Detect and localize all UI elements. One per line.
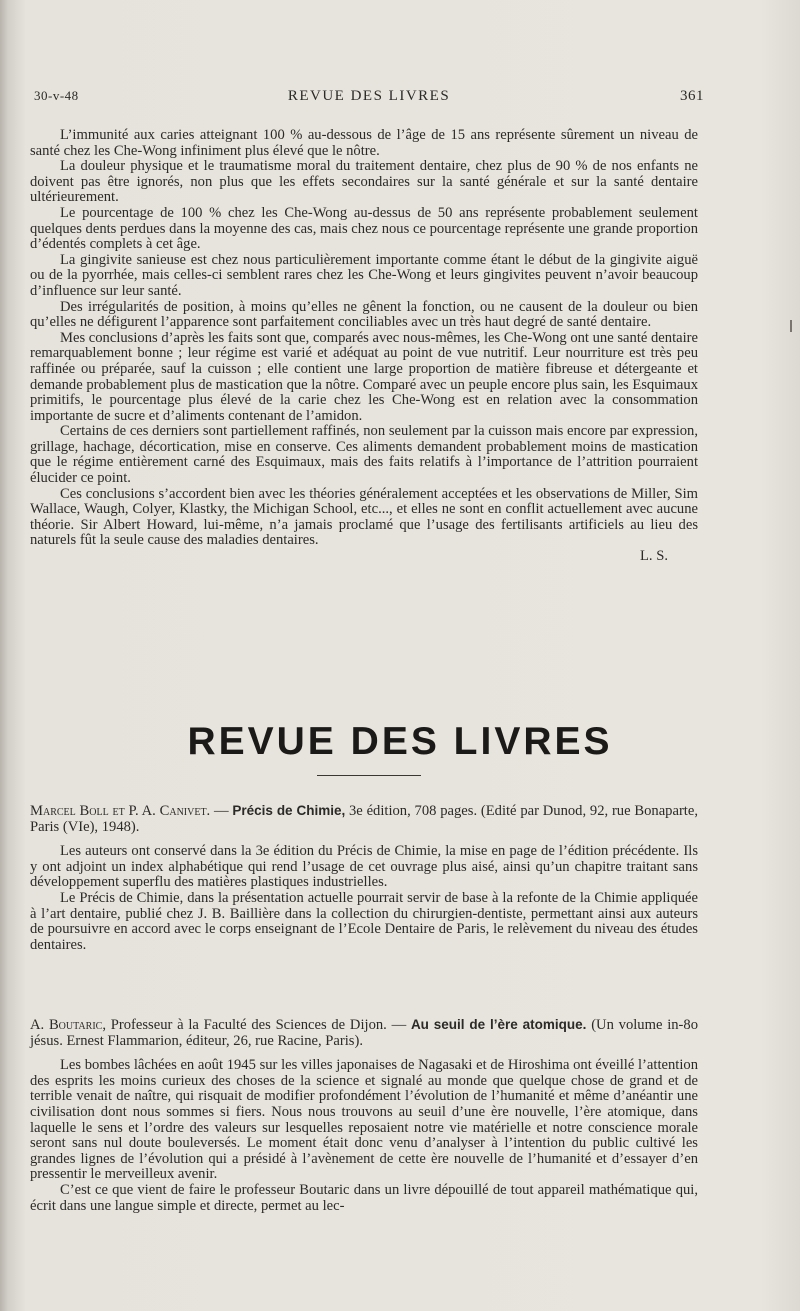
review-affiliation: Professeur à la Faculté des Sciences de Dijon. (105, 1017, 387, 1033)
review-paragraph: C’est ce que vient de faire le professeur Boutaric dans un livre dépouillé de tout appareil mathématique qui, écrit dans une langue simple et directe, permet au lec- (30, 1181, 698, 1214)
paragraph: Mes conclusions d’après les faits sont que, comparés avec nous-mêmes, les Che-Wong ont une santé dentaire remarquablement bonne ; leur régime est varié et adéquat au point de vue nutritif. Leur nourriture est très peu raffinée ou préparée, sauf la cuisson ; elle contient une large proportion de matière fibreuse et détergeante et demande probablement plus de mastication que la nôtre. Comparé avec un peuple encore plus sain, les Esquimaux primitifs, le pourcentage plus élevé de la carie chez les Che-Wong est en relation avec la consommation importante de sucre et d’aliments contenant de l’amidon. (30, 329, 698, 424)
header-left-mark: 30-v-48 (34, 88, 79, 103)
review-book-title: Précis de Chimie, (232, 803, 346, 818)
review-author: Marcel Boll et P. A. Canivet. (30, 803, 211, 819)
review-reference (30, 803, 698, 835)
article-body (30, 128, 698, 565)
paragraph: Des irrégularités de position, à moins qu’elles ne gênent la fonction, ou ne causent de la douleur ou bien qu’elles ne défigurent l’apparence sont parfaitement conciliables avec un très haut degré de santé dentaire. (30, 298, 698, 331)
signature: L. S. (640, 548, 668, 565)
review-reference (30, 1017, 698, 1049)
review-details: 3e édition, 708 pages. (Edité par Dunod, 92, rue Bonaparte, Paris (VIe), 1948). (30, 803, 698, 835)
review-book-title: Au seuil de l’ère atomique. (410, 1017, 587, 1032)
review-details: (Un volume in-8o jésus. Ernest Flammarion, éditeur, 26, rue Racine, Paris). (30, 1017, 698, 1049)
running-header (34, 88, 704, 110)
paragraph: La gingivite sanieuse est chez nous particulièrement importante comme étant le début de la gingivite aiguë ou de la pyorrhée, mais celles-ci semblent rares chez les Che-Wong et leurs gingivites peuvent n’avoir beaucoup d’influence sur leur santé. (30, 251, 698, 299)
margin-mark (790, 320, 792, 332)
review-boutaric (30, 1017, 698, 1214)
paragraph: Ces conclusions s’accordent bien avec les théories généralement acceptées et les observations de Miller, Sim Wallace, Waugh, Colyer, Klastky, the Michigan School, etc..., et elles ne sont en conflit actuellement avec aucune théorie. Sir Albert Howard, lui-même, n’a jamais proclamé que l’usage des fertilisants artificiels au lieu des naturels fût la seule cause des maladies dentaires. (30, 485, 698, 549)
dash: — (210, 803, 233, 819)
section-title: REVUE DES LIVRES (187, 720, 613, 763)
running-title: REVUE DES LIVRES (287, 88, 451, 104)
page-number: 361 (680, 88, 704, 104)
review-paragraph: Les bombes lâchées en août 1945 sur les villes japonaises de Nagasaki et de Hiroshima ont éveillé l’attention des esprits les moins curieux des choses de la science et signalé au monde que quelque chose de grand et de terrible venait de naître, qui risquait de modifier profondément l’évolution de l’humanité et même d’anéantir une civilisation dont nous sommes si fiers. Nous nous trouvons au seuil d’une ère nouvelle, l’ère atomique, dans laquelle le sens et l’ordre des valeurs sur lesquelles reposaient notre vie matérielle et notre conscience morale seront sans nul doute bouleversés. Le moment était donc venu d’analyser à l’intention du public cultivé les grandes lignes de l’évolution qui a présidé à l’avènement de cette ère nouvelle de l’humanité et d’essayer d’en pressentir le merveilleux avenir. (30, 1057, 698, 1183)
dash: — (386, 1017, 411, 1033)
paragraph: La douleur physique et le traumatisme moral du traitement dentaire, chez plus de 90 % de nos enfants ne doivent pas être ignorés, non plus que les effets secondaires sur la santé générale et sur la santé dentaire ultérieurement. (30, 158, 698, 206)
review-boll-canivet (30, 803, 698, 953)
paragraph: Certains de ces derniers sont partiellement raffinés, non seulement par la cuisson mais encore par expression, grillage, hachage, décortication, mise en conserve. Ces aliments demandent probablement moins de mastication que le régime entièrement carné des Esquimaux, mais des faits relatifs à l’importance de l’attrition pourraient élucider ce point. (30, 423, 698, 487)
paragraph: L’immunité aux caries atteignant 100 % au-dessous de l’âge de 15 ans représente sûrement un niveau de santé chez les Che-Wong infiniment plus élevé que le nôtre. (30, 127, 698, 159)
review-paragraph: Le Précis de Chimie, dans la présentation actuelle pourrait servir de base à la refonte de la Chimie appliquée à l’art dentaire, publié chez J. B. Baillière dans la collection du chirurgien-dentiste, permettant ainsi aux auteurs de poursuivre en accord avec le corps enseignant de l’Ecole Dentaire de Paris, le relèvement du niveau des études dentaires. (30, 889, 698, 953)
review-paragraph: Les auteurs ont conservé dans la 3e édition du Précis de Chimie, la mise en page de l’édition précédente. Ils y ont adjoint un index alphabétique qui rend l’usage de cet ouvrage plus aisé, ainsi qu’un chapitre traitant sans développement superflu des matières plastiques industrielles. (30, 843, 698, 891)
title-rule (317, 775, 421, 776)
paragraph: Le pourcentage de 100 % chez les Che-Wong au-dessus de 50 ans représente probablement seulement quelques dents perdues dans la moyenne des cas, mais chez nous ce pourcentage représente une grande proportion d’édentés complets à cet âge. (30, 204, 698, 253)
review-author: A. Boutaric, (30, 1017, 106, 1033)
